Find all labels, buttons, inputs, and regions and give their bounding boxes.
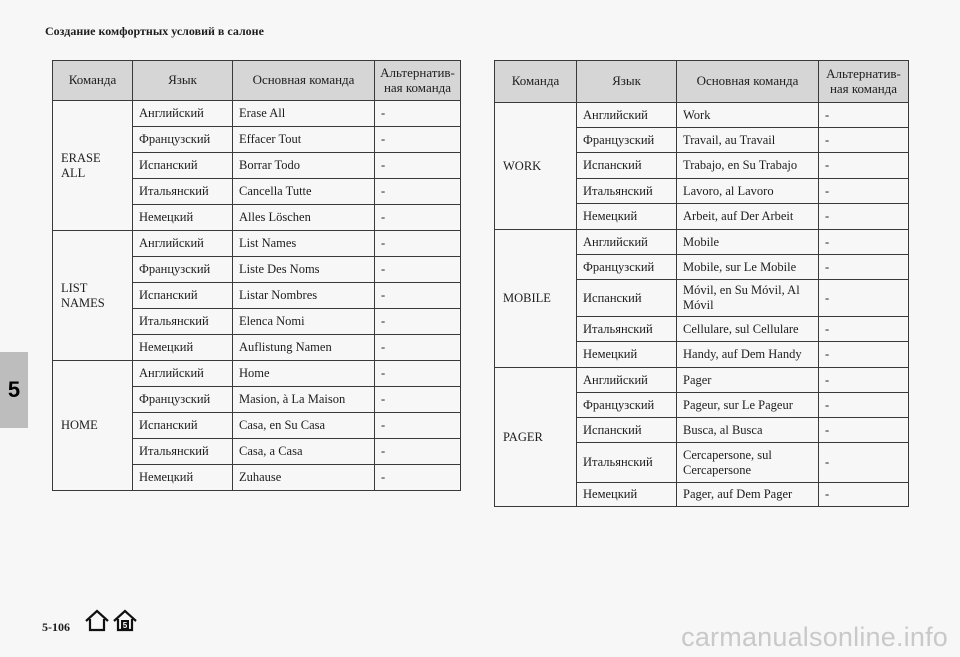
language-cell: Испанский bbox=[133, 413, 233, 439]
main-command-cell: Cellulare, sul Cellulare bbox=[677, 317, 819, 342]
language-cell: Испанский bbox=[133, 153, 233, 179]
command-group-cell: WORK bbox=[495, 103, 577, 230]
alt-command-cell: - bbox=[819, 255, 909, 280]
main-command-cell: Handy, auf Dem Handy bbox=[677, 342, 819, 368]
alt-command-cell: - bbox=[819, 368, 909, 393]
alt-command-cell: - bbox=[375, 205, 461, 231]
main-command-cell: Liste Des Noms bbox=[233, 257, 375, 283]
alt-command-cell: - bbox=[375, 439, 461, 465]
header-main-command: Основная команда bbox=[233, 61, 375, 101]
alt-command-cell: - bbox=[375, 179, 461, 205]
alt-command-cell: - bbox=[375, 283, 461, 309]
language-cell: Итальянский bbox=[577, 179, 677, 204]
main-command-cell: Travail, au Travail bbox=[677, 128, 819, 153]
header-alt-command: Альтернатив-ная команда bbox=[819, 61, 909, 103]
main-command-cell: Pager, auf Dem Pager bbox=[677, 483, 819, 507]
main-command-cell: Zuhause bbox=[233, 465, 375, 491]
table-body-right bbox=[495, 103, 909, 507]
page-number: 5-106 bbox=[42, 620, 70, 634]
alt-command-cell: - bbox=[819, 342, 909, 368]
language-cell: Испанский bbox=[577, 153, 677, 179]
main-command-cell: Pager bbox=[677, 368, 819, 393]
alt-command-cell: - bbox=[819, 418, 909, 443]
alt-command-cell: - bbox=[819, 393, 909, 418]
main-command-cell: Listar Nombres bbox=[233, 283, 375, 309]
language-cell: Английский bbox=[577, 368, 677, 393]
alt-command-cell: - bbox=[375, 335, 461, 361]
main-command-cell: Pageur, sur Le Pageur bbox=[677, 393, 819, 418]
language-cell: Немецкий bbox=[133, 465, 233, 491]
alt-command-cell: - bbox=[819, 153, 909, 179]
home-icon[interactable] bbox=[84, 608, 110, 632]
main-command-cell: Effacer Tout bbox=[233, 127, 375, 153]
language-cell: Итальянский bbox=[577, 443, 677, 483]
alt-command-cell: - bbox=[819, 443, 909, 483]
table-row bbox=[495, 103, 909, 128]
main-command-cell: Mobile, sur Le Mobile bbox=[677, 255, 819, 280]
alt-command-cell: - bbox=[819, 230, 909, 255]
main-command-cell: Alles Löschen bbox=[233, 205, 375, 231]
alt-command-cell: - bbox=[375, 361, 461, 387]
language-cell: Французский bbox=[577, 393, 677, 418]
watermark: carmanualsonline.info bbox=[681, 622, 948, 652]
command-group-cell: MOBILE bbox=[495, 230, 577, 368]
language-cell: Английский bbox=[577, 103, 677, 128]
language-cell: Немецкий bbox=[577, 204, 677, 230]
command-group-cell: HOME bbox=[53, 361, 133, 491]
main-command-cell: Trabajo, en Su Trabajo bbox=[677, 153, 819, 179]
chapter-tab: 5 bbox=[0, 352, 28, 428]
language-cell: Французский bbox=[577, 255, 677, 280]
header-command: Команда bbox=[53, 61, 133, 101]
language-cell: Итальянский bbox=[133, 309, 233, 335]
alt-command-cell: - bbox=[375, 257, 461, 283]
main-command-cell: Casa, a Casa bbox=[233, 439, 375, 465]
language-cell: Английский bbox=[133, 361, 233, 387]
table-row bbox=[495, 230, 909, 255]
page-title: Создание комфортных условий в салоне bbox=[45, 24, 264, 38]
alt-command-cell: - bbox=[819, 280, 909, 317]
language-cell: Французский bbox=[133, 127, 233, 153]
header-language: Язык bbox=[577, 61, 677, 103]
alt-command-cell: - bbox=[819, 128, 909, 153]
command-group-cell: ERASE ALL bbox=[53, 101, 133, 231]
chapter-home-icon-label: 5 bbox=[122, 621, 128, 630]
command-group-cell: PAGER bbox=[495, 368, 577, 507]
alt-command-cell: - bbox=[375, 309, 461, 335]
table-row bbox=[53, 101, 461, 127]
language-cell: Французский bbox=[133, 387, 233, 413]
main-command-cell: Home bbox=[233, 361, 375, 387]
language-cell: Немецкий bbox=[133, 205, 233, 231]
main-command-cell: Casa, en Su Casa bbox=[233, 413, 375, 439]
chapter-home-icon[interactable] bbox=[112, 608, 138, 632]
main-command-cell: Erase All bbox=[233, 101, 375, 127]
language-cell: Немецкий bbox=[133, 335, 233, 361]
table-body-left bbox=[53, 101, 461, 491]
language-cell: Итальянский bbox=[133, 179, 233, 205]
voice-command-table-left bbox=[52, 60, 461, 491]
header-language: Язык bbox=[133, 61, 233, 101]
nav-icons bbox=[84, 608, 138, 632]
main-command-cell: List Names bbox=[233, 231, 375, 257]
alt-command-cell: - bbox=[375, 465, 461, 491]
main-command-cell: Lavoro, al Lavoro bbox=[677, 179, 819, 204]
main-command-cell: Cercapersone, sul Cercapersone bbox=[677, 443, 819, 483]
main-command-cell: Elenca Nomi bbox=[233, 309, 375, 335]
header-command: Команда bbox=[495, 61, 577, 103]
alt-command-cell: - bbox=[819, 179, 909, 204]
language-cell: Английский bbox=[577, 230, 677, 255]
alt-command-cell: - bbox=[375, 387, 461, 413]
voice-command-table-right bbox=[494, 60, 909, 507]
main-command-cell: Borrar Todo bbox=[233, 153, 375, 179]
alt-command-cell: - bbox=[819, 204, 909, 230]
alt-command-cell: - bbox=[375, 127, 461, 153]
alt-command-cell: - bbox=[375, 153, 461, 179]
language-cell: Французский bbox=[133, 257, 233, 283]
language-cell: Английский bbox=[133, 101, 233, 127]
header-main-command: Основная команда bbox=[677, 61, 819, 103]
main-command-cell: Masion, à La Maison bbox=[233, 387, 375, 413]
main-command-cell: Móvil, en Su Móvil, Al Móvil bbox=[677, 280, 819, 317]
main-command-cell: Cancella Tutte bbox=[233, 179, 375, 205]
language-cell: Итальянский bbox=[577, 317, 677, 342]
language-cell: Английский bbox=[133, 231, 233, 257]
language-cell: Испанский bbox=[577, 418, 677, 443]
language-cell: Немецкий bbox=[577, 483, 677, 507]
header-alt-command: Альтернатив-ная команда bbox=[375, 61, 461, 101]
language-cell: Немецкий bbox=[577, 342, 677, 368]
main-command-cell: Busca, al Busca bbox=[677, 418, 819, 443]
language-cell: Итальянский bbox=[133, 439, 233, 465]
alt-command-cell: - bbox=[819, 317, 909, 342]
alt-command-cell: - bbox=[375, 231, 461, 257]
main-command-cell: Mobile bbox=[677, 230, 819, 255]
table-row bbox=[495, 368, 909, 393]
main-command-cell: Work bbox=[677, 103, 819, 128]
alt-command-cell: - bbox=[375, 101, 461, 127]
command-group-cell: LIST NAMES bbox=[53, 231, 133, 361]
table-row bbox=[53, 361, 461, 387]
language-cell: Испанский bbox=[133, 283, 233, 309]
alt-command-cell: - bbox=[819, 103, 909, 128]
main-command-cell: Arbeit, auf Der Arbeit bbox=[677, 204, 819, 230]
alt-command-cell: - bbox=[819, 483, 909, 507]
language-cell: Французский bbox=[577, 128, 677, 153]
table-row bbox=[53, 231, 461, 257]
alt-command-cell: - bbox=[375, 413, 461, 439]
language-cell: Испанский bbox=[577, 280, 677, 317]
main-command-cell: Auflistung Namen bbox=[233, 335, 375, 361]
